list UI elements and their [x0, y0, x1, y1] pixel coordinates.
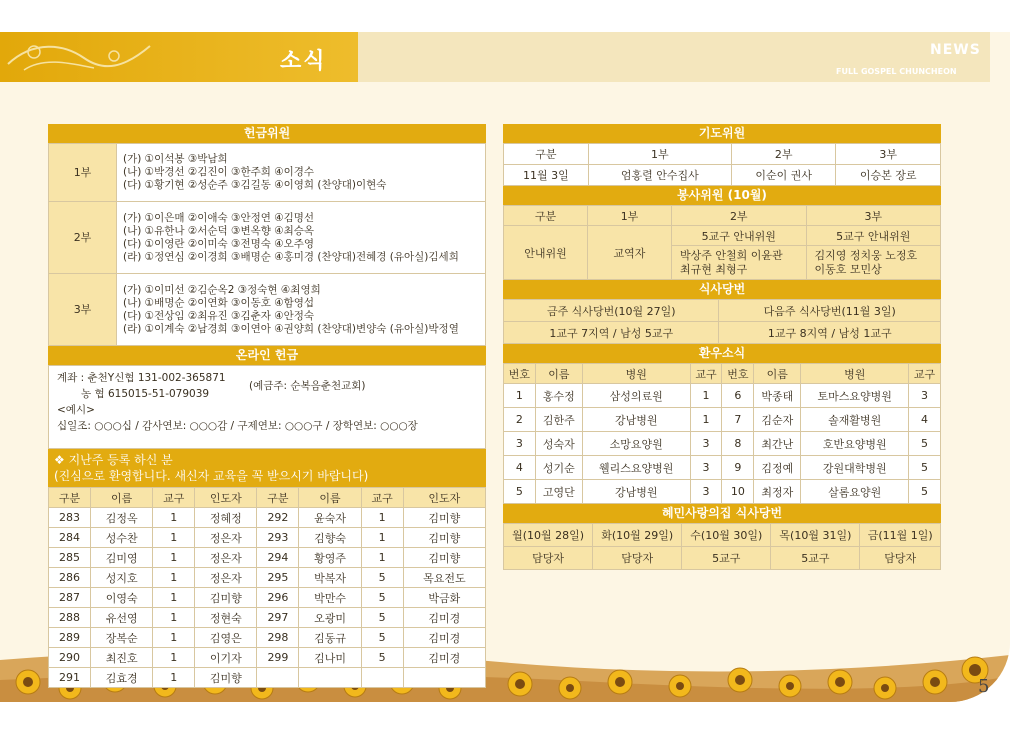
soup-title: 혜민사랑의집 식사당번 [503, 504, 941, 523]
column-header: 교구 [153, 488, 195, 508]
table-cell: 291 [49, 668, 91, 688]
column-header: 이름 [299, 488, 361, 508]
table-cell: 1 [153, 628, 195, 648]
registration-title: ❖ 지난주 등록 하신 분 [54, 453, 173, 467]
prayer-title: 기도위원 [503, 124, 941, 143]
table-cell: 1 [153, 528, 195, 548]
account-line-1: 계좌 : 춘천Y신협 131-002-365871 [57, 372, 226, 384]
table-cell: 1 [690, 408, 722, 432]
page-number: 5 [978, 676, 990, 697]
table-cell: 10 [722, 480, 754, 504]
table-cell: 285 [49, 548, 91, 568]
table-row [49, 528, 486, 548]
table-row [49, 608, 486, 628]
offering-line: (라) ①이계숙 ②남경희 ③이연아 ④권양희 (찬양대)변양숙 (유아실)박정열 [123, 322, 459, 335]
table-cell: 286 [49, 568, 91, 588]
prayer-name: 엄홍렬 안수집사 [588, 165, 731, 186]
table-cell: 김미향 [195, 588, 257, 608]
offering-row-label: 1부 [49, 144, 117, 202]
table-cell: 5 [504, 480, 536, 504]
table-cell: 287 [49, 588, 91, 608]
table-cell: 6 [722, 384, 754, 408]
table-cell: 정은자 [195, 568, 257, 588]
registration-table [48, 487, 486, 688]
table-cell: 호반요양병원 [801, 432, 909, 456]
prayer-row [504, 165, 941, 186]
table-cell: 5 [361, 648, 403, 668]
service-col1: 교역자 [588, 226, 672, 280]
table-cell: 김미영 [91, 548, 153, 568]
table-cell: 김향숙 [299, 528, 361, 548]
table-cell: 1 [153, 648, 195, 668]
table-cell: 최진호 [91, 648, 153, 668]
table-cell: 성수찬 [91, 528, 153, 548]
table-row [504, 456, 941, 480]
left-column [48, 124, 486, 688]
table-cell: 298 [257, 628, 299, 648]
column-header: 교구 [909, 364, 941, 384]
column-header: 이름 [754, 364, 801, 384]
offering-committee-table [48, 143, 486, 346]
table-cell: 솔재활병원 [801, 408, 909, 432]
offering-row-names [117, 202, 486, 274]
soup-value: 5교구 [771, 547, 860, 570]
table-cell: 김효경 [91, 668, 153, 688]
table-cell: 김동규 [299, 628, 361, 648]
example-text: 십일조: ○○○십 / 감사연보: ○○○감 / 구제연보: ○○○구 / 장학연보: ○○○장 [57, 420, 418, 432]
column-header: 1부 [588, 206, 672, 226]
table-cell: 3 [504, 432, 536, 456]
meal-header-row [504, 300, 941, 322]
soup-value: 담당자 [860, 547, 941, 570]
patients-body [504, 384, 941, 504]
table-cell: 5 [361, 568, 403, 588]
table-cell: 윤숙자 [299, 508, 361, 528]
offering-row-names [117, 274, 486, 346]
offering-line: (다) ①전상임 ②최유진 ③김춘자 ④안정숙 [123, 309, 315, 322]
table-cell: 성지호 [91, 568, 153, 588]
offering-row [49, 202, 486, 274]
table-row [49, 508, 486, 528]
table-row [49, 548, 486, 568]
table-cell: 1 [153, 608, 195, 628]
column-header: 금(11월 1일) [860, 524, 941, 547]
table-cell: 김영은 [195, 628, 257, 648]
column-header: 3부 [806, 206, 941, 226]
table-cell: 황영주 [299, 548, 361, 568]
table-cell: 7 [722, 408, 754, 432]
table-cell: 5 [909, 456, 941, 480]
table-cell: 살롬요양원 [801, 480, 909, 504]
table-cell: 1 [153, 548, 195, 568]
offering-row-label: 2부 [49, 202, 117, 274]
table-cell: 정은자 [195, 528, 257, 548]
table-cell: 오광미 [299, 608, 361, 628]
offering-line: (나) ①배명순 ②이연화 ③이동호 ④함영섭 [123, 296, 315, 309]
table-cell: 김미경 [403, 628, 485, 648]
service-label: 안내위원 [504, 226, 588, 280]
table-cell: 성기순 [535, 456, 582, 480]
table-cell: 283 [49, 508, 91, 528]
right-column [503, 124, 941, 570]
table-cell: 4 [909, 408, 941, 432]
table-cell: 3 [909, 384, 941, 408]
prayer-date: 11월 3일 [504, 165, 589, 186]
soup-header-row [504, 524, 941, 547]
column-header: 다음주 식사당번(11월 3일) [719, 300, 941, 322]
table-row [504, 384, 941, 408]
example-label: <예시> [57, 404, 95, 416]
table-cell: 소망요양원 [582, 432, 690, 456]
table-cell: 3 [690, 432, 722, 456]
news-label: NEWS [930, 42, 981, 58]
offering-line: (가) ①이석봉 ③박남희 [123, 153, 228, 165]
offering-line: (다) ①이영란 ②이미숙 ③전명숙 ④오주영 [123, 237, 315, 250]
offering-line: (나) ①박경선 ②김진이 ③한주희 ④이경수 [123, 166, 315, 178]
swirl-ornament-icon [4, 34, 154, 80]
registration-header-row [49, 488, 486, 508]
table-cell: 김미향 [403, 508, 485, 528]
church-name: FULL GOSPEL CHUNCHEON [836, 67, 957, 76]
meal-row [504, 322, 941, 344]
service-names [672, 246, 807, 280]
meal-title: 식사당번 [503, 280, 941, 299]
column-header: 인도자 [403, 488, 485, 508]
table-cell: 5 [361, 628, 403, 648]
table-cell: 289 [49, 628, 91, 648]
column-header: 구분 [504, 206, 588, 226]
offering-row [49, 144, 486, 202]
soup-row [504, 547, 941, 570]
table-cell: 1 [153, 568, 195, 588]
table-cell: 2 [504, 408, 536, 432]
prayer-name: 이승본 장로 [836, 165, 941, 186]
table-cell: 김정옥 [91, 508, 153, 528]
table-cell: 홍수정 [535, 384, 582, 408]
table-cell: 294 [257, 548, 299, 568]
column-header: 화(10월 29일) [593, 524, 682, 547]
soup-value: 담당자 [593, 547, 682, 570]
table-cell: 1 [153, 588, 195, 608]
column-header: 금주 식사당번(10월 27일) [504, 300, 719, 322]
offering-committee-title: 헌금위원 [48, 124, 486, 143]
table-cell: 토마스요양병원 [801, 384, 909, 408]
soup-value: 5교구 [682, 547, 771, 570]
account-line-2: 농 협 615015-51-079039 [81, 388, 210, 400]
service-sub2: 5교구 안내위원 [672, 226, 807, 246]
table-cell: 293 [257, 528, 299, 548]
table-cell: 5 [361, 588, 403, 608]
prayer-name: 이순이 권사 [731, 165, 836, 186]
table-cell [257, 668, 299, 688]
table-cell: 강원대학병원 [801, 456, 909, 480]
service-title: 봉사위원 (10월) [503, 186, 941, 205]
column-header: 번호 [504, 364, 536, 384]
service-name-line: 박상주 안철희 이윤관 [680, 248, 783, 262]
table-cell: 3 [690, 480, 722, 504]
patients-title: 환우소식 [503, 344, 941, 363]
table-cell: 최간난 [754, 432, 801, 456]
table-cell: 1 [153, 668, 195, 688]
table-cell: 김한주 [535, 408, 582, 432]
table-cell: 297 [257, 608, 299, 628]
table-cell: 김정예 [754, 456, 801, 480]
registration-subtitle: (진심으로 환영합니다. 새신자 교육을 꼭 받으시기 바랍니다) [54, 469, 369, 483]
table-cell: 이기자 [195, 648, 257, 668]
soup-value: 담당자 [504, 547, 593, 570]
table-cell: 고영단 [535, 480, 582, 504]
table-cell: 5 [909, 480, 941, 504]
page-title: 소식 [280, 49, 327, 74]
table-cell: 1 [361, 528, 403, 548]
prayer-header-row [504, 144, 941, 165]
service-name-line: 김지영 정치웅 노정호 [814, 248, 918, 262]
table-cell: 박복자 [299, 568, 361, 588]
column-header: 병원 [582, 364, 690, 384]
table-row [49, 628, 486, 648]
table-cell: 최정자 [754, 480, 801, 504]
table-cell [361, 668, 403, 688]
account-holder: (예금주: 순복음춘천교회) [249, 380, 366, 392]
table-cell: 3 [690, 456, 722, 480]
table-cell: 김나미 [299, 648, 361, 668]
patients-table [503, 363, 941, 504]
column-header: 이름 [91, 488, 153, 508]
table-row [49, 568, 486, 588]
offering-line: (가) ①이미선 ②김순옥2 ③정숙현 ④최영희 [123, 283, 321, 296]
table-cell: 정은자 [195, 548, 257, 568]
column-header: 구분 [49, 488, 91, 508]
column-header: 이름 [535, 364, 582, 384]
table-cell: 296 [257, 588, 299, 608]
table-cell: 1 [153, 508, 195, 528]
table-cell: 정현숙 [195, 608, 257, 628]
table-cell: 삼성의료원 [582, 384, 690, 408]
table-row [49, 668, 486, 688]
prayer-table [503, 143, 941, 186]
meal-value: 1교구 8지역 / 남성 1교구 [719, 322, 941, 344]
table-cell [299, 668, 361, 688]
table-cell: 288 [49, 608, 91, 628]
offering-row-label: 3부 [49, 274, 117, 346]
table-cell: 295 [257, 568, 299, 588]
table-cell: 1 [690, 384, 722, 408]
table-cell: 김미향 [403, 528, 485, 548]
table-row [49, 588, 486, 608]
column-header: 2부 [731, 144, 836, 165]
table-row [504, 432, 941, 456]
soup-table [503, 523, 941, 570]
table-cell: 김미향 [403, 548, 485, 568]
table-cell: 9 [722, 456, 754, 480]
meal-table [503, 299, 941, 344]
table-cell: 박금화 [403, 588, 485, 608]
table-row [504, 480, 941, 504]
table-cell: 5 [361, 608, 403, 628]
offering-line: (다) ①황기현 ②성순주 ③김길동 ④이영희 (찬양대)이현숙 [123, 179, 387, 191]
offering-line: (라) ①정연심 ②이경희 ③배명순 ④홍미경 (찬양대)전혜경 (유아실)김세희 [123, 250, 459, 263]
table-cell: 강남병원 [582, 480, 690, 504]
table-row [504, 408, 941, 432]
table-cell: 박만수 [299, 588, 361, 608]
table-cell: 4 [504, 456, 536, 480]
service-sub3: 5교구 안내위원 [806, 226, 941, 246]
online-offering-title: 온라인 헌금 [48, 346, 486, 365]
table-cell: 성숙자 [535, 432, 582, 456]
table-cell: 박종태 [754, 384, 801, 408]
service-name-line: 최규현 최형구 [680, 262, 748, 276]
table-cell: 목요전도 [403, 568, 485, 588]
table-cell: 김미경 [403, 648, 485, 668]
registration-body [49, 508, 486, 688]
table-cell: 284 [49, 528, 91, 548]
service-name-line: 이동호 모민상 [814, 262, 882, 276]
column-header: 구분 [504, 144, 589, 165]
table-cell: 292 [257, 508, 299, 528]
table-cell: 김미향 [195, 668, 257, 688]
table-cell: 1 [504, 384, 536, 408]
online-offering-box [48, 365, 486, 449]
table-cell: 정혜정 [195, 508, 257, 528]
offering-row-names [117, 144, 486, 202]
table-cell: 장복순 [91, 628, 153, 648]
offering-row [49, 274, 486, 346]
column-header: 병원 [801, 364, 909, 384]
patients-header-row [504, 364, 941, 384]
table-cell: 웰리스요양병원 [582, 456, 690, 480]
column-header: 번호 [722, 364, 754, 384]
table-cell: 이영숙 [91, 588, 153, 608]
table-cell: 유선영 [91, 608, 153, 628]
column-header: 3부 [836, 144, 941, 165]
column-header: 교구 [690, 364, 722, 384]
column-header: 1부 [588, 144, 731, 165]
column-header: 2부 [672, 206, 807, 226]
table-cell: 290 [49, 648, 91, 668]
service-sub-row [504, 226, 941, 246]
column-header: 인도자 [195, 488, 257, 508]
table-cell: 1 [361, 548, 403, 568]
offering-line: (나) ①유한나 ②서순덕 ③변옥향 ④최승옥 [123, 224, 315, 237]
table-cell: 김순자 [754, 408, 801, 432]
column-header: 구분 [257, 488, 299, 508]
column-header: 월(10월 28일) [504, 524, 593, 547]
table-cell: 강남병원 [582, 408, 690, 432]
table-cell: 5 [909, 432, 941, 456]
column-header: 교구 [361, 488, 403, 508]
table-cell: 8 [722, 432, 754, 456]
table-cell [403, 668, 485, 688]
offering-line: (가) ①이은매 ②이애숙 ③안정연 ④김명선 [123, 211, 315, 224]
table-row [49, 648, 486, 668]
table-cell: 299 [257, 648, 299, 668]
column-header: 수(10월 30일) [682, 524, 771, 547]
table-cell: 김미경 [403, 608, 485, 628]
service-header-row [504, 206, 941, 226]
column-header: 목(10월 31일) [771, 524, 860, 547]
service-table [503, 205, 941, 280]
table-cell: 1 [361, 508, 403, 528]
service-names [806, 246, 941, 280]
registration-header [48, 449, 486, 487]
meal-value: 1교구 7지역 / 남성 5교구 [504, 322, 719, 344]
